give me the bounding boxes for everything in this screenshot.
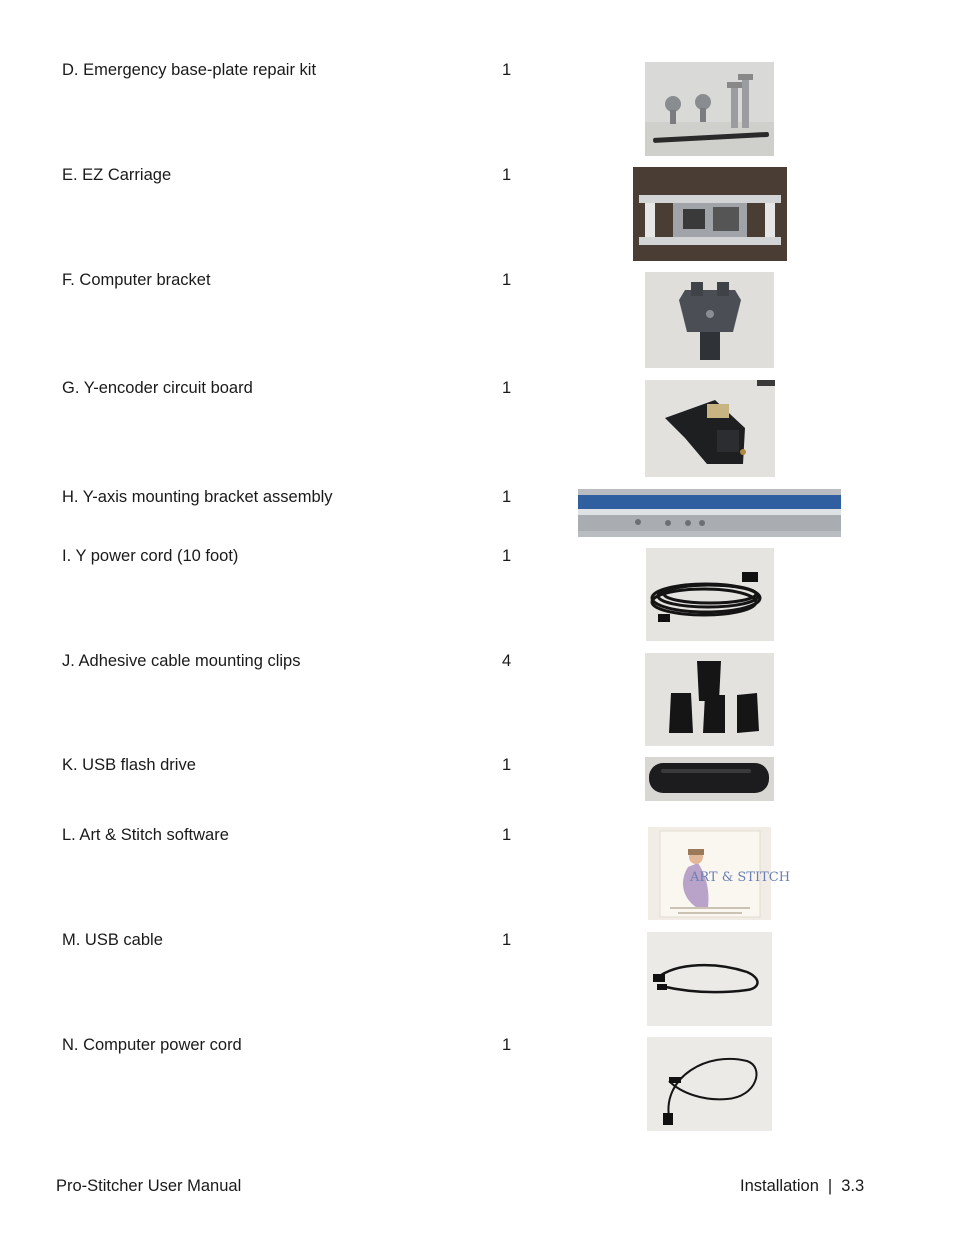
item-label: E. EZ Carriage <box>62 166 172 184</box>
item-quantity: 4 <box>502 652 512 670</box>
item-label: J. Adhesive cable mounting clips <box>62 652 301 670</box>
usb-cable-photo <box>647 932 772 1026</box>
item-quantity: 1 <box>502 826 512 844</box>
mounting-bracket-photo <box>578 489 841 537</box>
cable-clips-photo <box>645 653 774 746</box>
item-label: H. Y-axis mounting bracket assembly <box>62 488 333 506</box>
circuit-board-photo <box>645 380 775 477</box>
item-quantity: 1 <box>502 379 512 397</box>
item-quantity: 1 <box>502 271 512 289</box>
footer-page-number: 3.3 <box>841 1177 865 1195</box>
software-logo-text: ART & STITCH <box>689 870 791 885</box>
item-quantity: 1 <box>502 61 512 79</box>
item-label: I. Y power cord (10 foot) <box>62 547 239 565</box>
screws-and-drill-bit-photo <box>645 62 774 156</box>
item-quantity: 1 <box>502 488 512 506</box>
item-quantity: 1 <box>502 166 512 184</box>
usb-flash-drive-photo <box>645 757 774 801</box>
power-cord-photo <box>646 548 774 641</box>
item-quantity: 1 <box>502 931 512 949</box>
footer-page-info <box>740 1176 864 1196</box>
item-label: L. Art & Stitch software <box>62 826 229 844</box>
footer-separator: | <box>827 1177 833 1195</box>
item-label: F. Computer bracket <box>62 271 211 289</box>
computer-power-cord-photo <box>647 1037 772 1131</box>
footer-manual-title: Pro-Stitcher User Manual <box>56 1177 242 1195</box>
item-label: D. Emergency base-plate repair kit <box>62 61 317 79</box>
software-box-photo <box>648 827 791 920</box>
item-quantity: 1 <box>502 547 512 565</box>
carriage-photo <box>633 167 787 261</box>
item-quantity: 1 <box>502 756 512 774</box>
item-label: K. USB flash drive <box>62 756 196 774</box>
item-quantity: 1 <box>502 1036 512 1054</box>
item-label: M. USB cable <box>62 931 163 949</box>
item-label: G. Y-encoder circuit board <box>62 379 253 397</box>
computer-bracket-photo <box>645 272 774 368</box>
item-label: N. Computer power cord <box>62 1036 242 1054</box>
footer-section: Installation <box>740 1177 819 1195</box>
